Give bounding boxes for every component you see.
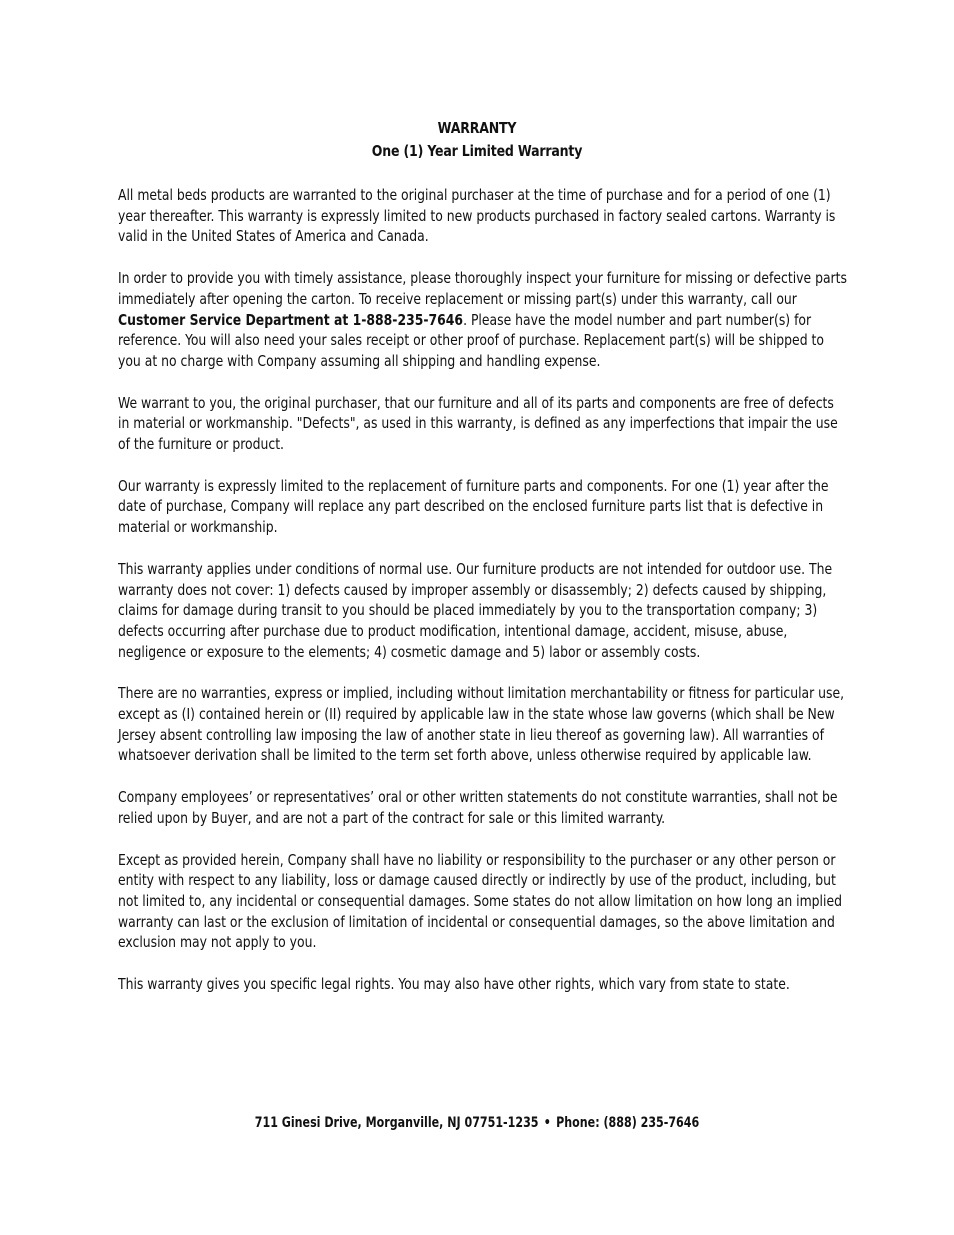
paragraph-conditions: This warranty applies under conditions of normal use. Our furniture products are not intended for outdoor use. The warranty does not cover: 1) defects caused by improper assembly or disassembly; 2) defects caused by shipping, claims for damage during transit to you should be placed immediately by you to the transportation company; 3) defects occurring after purchase due to product modification, intentional damage, accident, misuse, abuse, negligence or exposure to the elements; 4) cosmetic damage and 5) labor or assembly costs.	[118, 559, 833, 661]
warranty-body	[118, 185, 848, 995]
footer-separator: •	[543, 1115, 551, 1131]
paragraph-no-warranties: There are no warranties, express or implied, including without limitation merchantability or fitness for particular use, except as (I) contained herein or (II) required by applicable law in the state whose law governs (which shall be New Jersey absent controlling law imposing the law of another state in lieu thereof as governing law). All warranties of whatsoever derivation shall be limited to the term set forth above, unless otherwise required by applicable law.	[118, 684, 845, 765]
paragraph-coverage: All metal beds products are warranted to the original purchaser at the time of purchase and for a period of one (1) year thereafter. This warranty is expressly limited to new products purchased in factory sealed cartons. Warranty is valid in the United States of America and Canada.	[118, 186, 836, 246]
footer-address: 711 Ginesi Drive, Morganville, NJ 07751-1235	[254, 1115, 539, 1131]
page-footer	[57, 1113, 897, 1133]
paragraph-defects: We warrant to you, the original purchaser, that our furniture and all of its parts and components are free of defects in material or workmanship. "Defects", as used in this warranty, is defined as any imperfections that impair the use of the furniture or product.	[118, 393, 838, 454]
paragraph-liability: Except as provided herein, Company shall have no liability or responsibility to the purchaser or any other person or entity with respect to any liability, loss or damage caused directly or indirectly by use of the product, including, but not limited to, any incidental or consequential damages. Some states do not allow limitation on how long an implied warranty can last or the exclusion of limitation of incidental or consequential damages, so the above limitation and exclusion may not apply to you.	[118, 850, 842, 952]
paragraph-statements: Company employees’ or representatives’ oral or other written statements do not constitute warranties, shall not be relied upon by Buyer, and are not a part of the contract for sale or this limited warranty.	[118, 788, 838, 827]
paragraph-assistance-lead: In order to provide you with timely assistance, please thoroughly inspect your furniture for missing or defective parts immediately after opening the carton. To receive replacement or missing part(s) under this warranty, call our	[118, 269, 847, 308]
page-title: WARRANTY	[437, 119, 517, 137]
paragraph-replacement: Our warranty is expressly limited to the replacement of furniture parts and components. For one (1) year after the date of purchase, Company will replace any part described on the enclosed furniture parts list that is defective in material or workmanship.	[118, 476, 829, 537]
paragraph-assistance	[118, 268, 848, 372]
paragraph-assistance-tail: . Please have the model number and part number(s) for reference. You will also need your sales receipt or other proof of purchase. Replacement part(s) will be shipped to you at no charge with Company assuming all shipping and handling expense.	[118, 310, 824, 370]
customer-service-phone: Customer Service Department at 1-888-235-7646	[118, 310, 464, 329]
footer-phone: Phone: (888) 235-7646	[556, 1115, 700, 1131]
paragraph-legal-rights: This warranty gives you specific legal rights. You may also have other rights, which vary from state to state.	[118, 975, 790, 994]
page-subtitle: One (1) Year Limited Warranty	[371, 142, 583, 160]
